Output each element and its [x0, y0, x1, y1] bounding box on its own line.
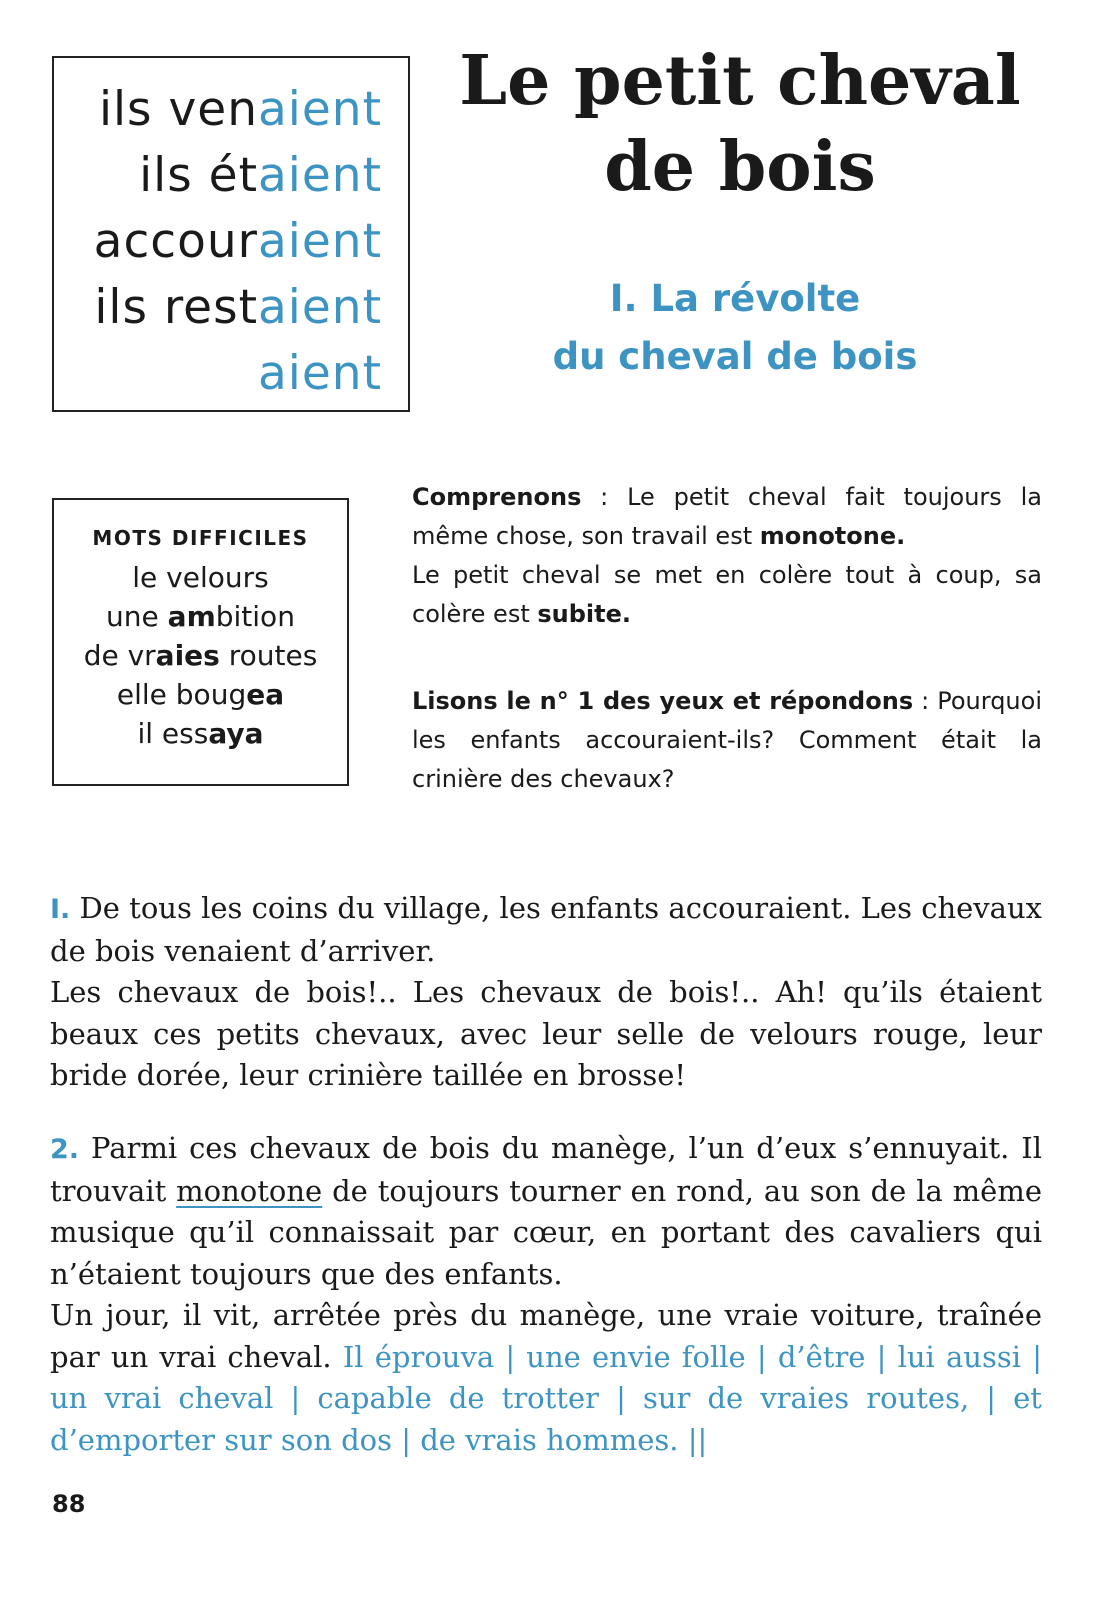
page-number: 88: [52, 1490, 86, 1518]
ending-line: aient: [258, 346, 382, 401]
verb-ending-box: [52, 56, 410, 412]
difficult-words-box: [52, 498, 349, 786]
story-paragraph-2: 2. Parmi ces chevaux de bois du manège, l’un d’eux s’ennuyait. Il trouvait monotone de toujours tourner en rond, au son de la même musique qu’il connaissait par cœur, en portant des cavaliers qui n’étaient toujours que des enfants. Un jour, il vit, arrêtée près du manège, une vraie voiture, traînée par un vrai cheval. Il éprouva | une envie folle | d’être | lui aussi | un vrai cheval | capable de trotter | sur de vraies routes, | et d’emporter sur son dos | de vrais hommes. ||: [50, 1131, 1042, 1457]
reading-group: Il éprouva | une envie folle | d’être | lui aussi | un vrai cheval | capable de trotter | sur de vraies routes, | et d’emporter sur son dos | de vrais hommes. ||: [50, 1339, 1042, 1457]
chapter-subtitle: I. La révolte du cheval de bois: [552, 277, 918, 378]
page-title: Le petit cheval de bois: [459, 41, 1021, 207]
ending-line: accouraient: [93, 214, 382, 269]
lisons-instruction: Lisons le n° 1 des yeux et répondons : Pourquoi les enfants accouraient-ils? Comment était la crinière des chevaux?: [412, 687, 1042, 793]
paragraph-number: I.: [50, 894, 71, 925]
comprenons-instruction: Comprenons : Le petit cheval fait toujours la même chose, son travail est monotone. Le petit cheval se met en colère tout à coup, sa colère est subite.: [412, 483, 1042, 628]
difficult-words-list: [54, 558, 347, 753]
paragraph-number: 2.: [50, 1134, 80, 1165]
ending-line: ils venaient: [98, 82, 382, 137]
ending-line: ils étaient: [139, 148, 382, 203]
vocab-word: le velours: [132, 561, 269, 594]
vocab-word: de vraies routes: [83, 639, 318, 672]
difficult-words-heading: MOTS DIFFICILES: [92, 526, 309, 550]
story-paragraph-1: I. De tous les coins du village, les enfants accouraient. Les chevaux de bois venaient d’arriver. Les chevaux de bois!.. Les chevaux de bois!.. Ah! qu’ils étaient beaux ces petits chevaux, avec leur selle de velours rouge, leur bride dorée, leur crinière taillée en brosse!: [50, 891, 1042, 1092]
ending-line: ils restaient: [94, 280, 382, 335]
vocab-word: elle bougea: [116, 678, 285, 711]
vocab-word: il essaya: [137, 717, 264, 750]
vocab-word: une ambition: [106, 600, 295, 633]
